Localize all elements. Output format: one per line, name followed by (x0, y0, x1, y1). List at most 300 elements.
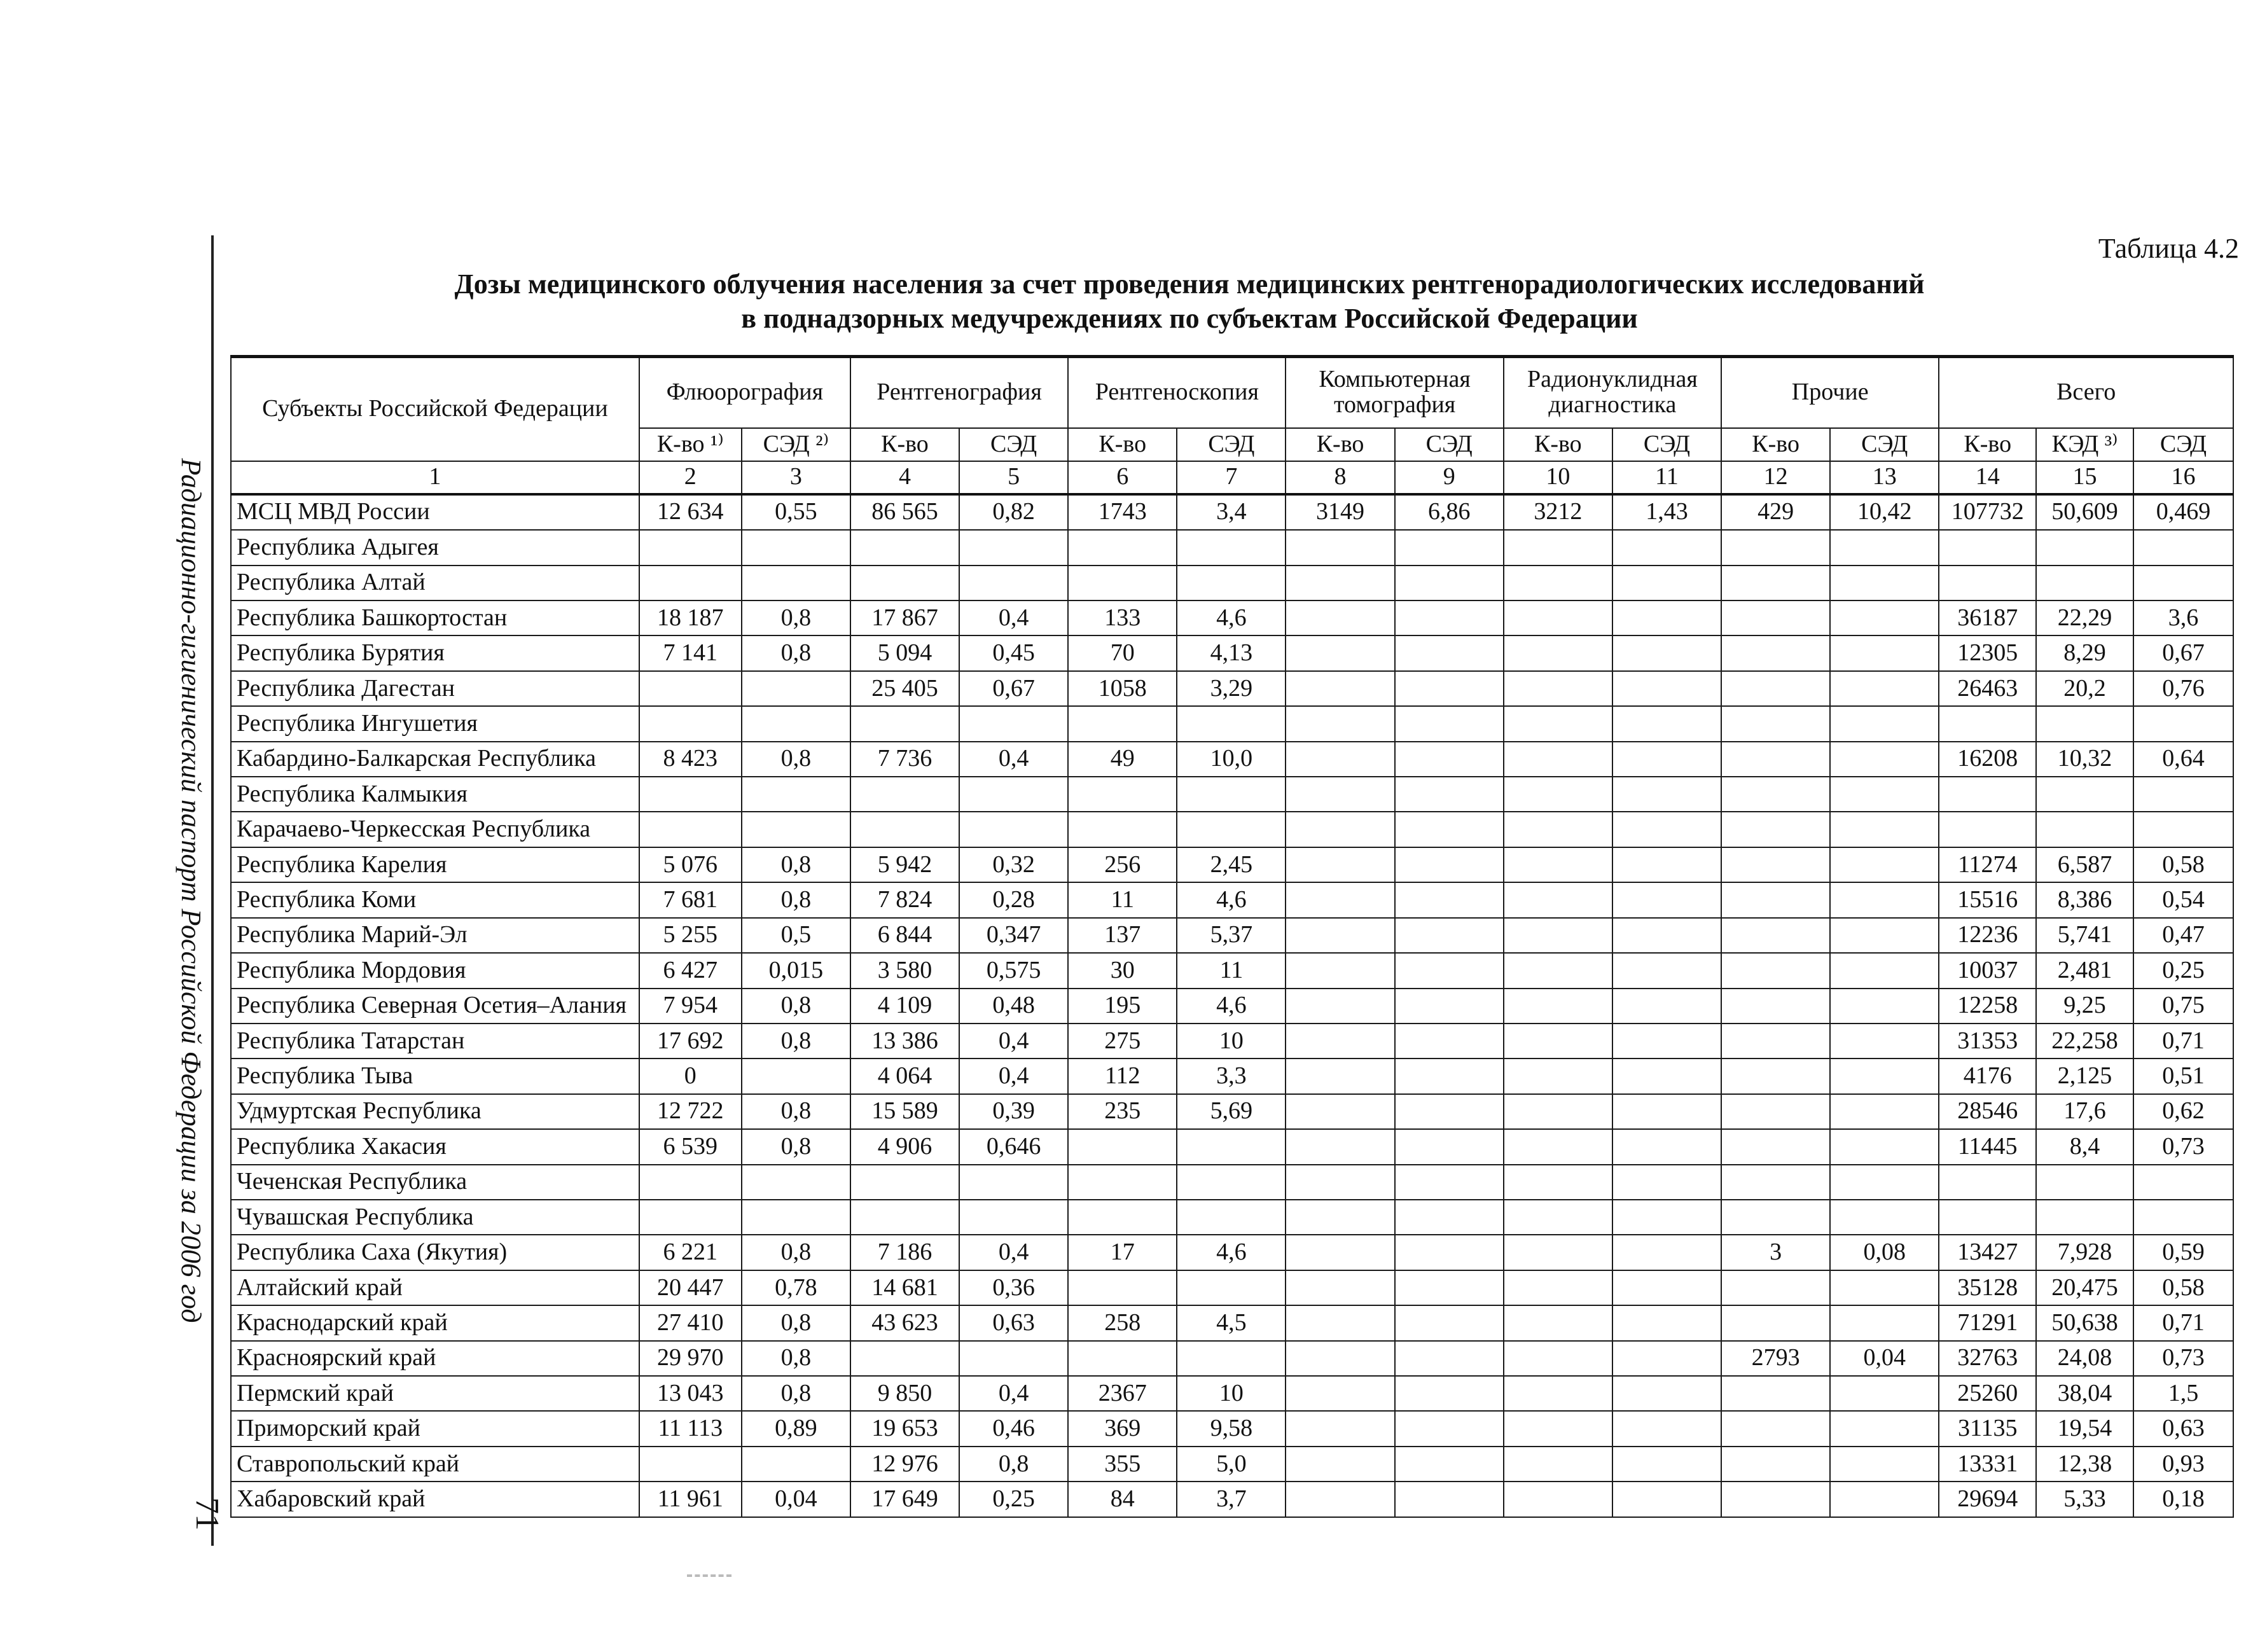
header-subcol: СЭД (1612, 428, 1721, 461)
column-number: 11 (1612, 461, 1721, 494)
table-cell: 10,0 (1177, 742, 1286, 777)
table-cell (742, 530, 850, 565)
table-cell: 133 (1068, 600, 1177, 635)
table-row (231, 566, 2233, 600)
table-cell (1395, 918, 1504, 953)
header-radiography: Рентгенография (850, 357, 1068, 428)
table-cell: 8,29 (2036, 635, 2133, 670)
region-name: Кабардино-Балкарская Республика (231, 742, 639, 777)
table-cell: 1058 (1068, 671, 1177, 706)
table-cell (1504, 1165, 1612, 1200)
table-cell (1504, 847, 1612, 882)
table-cell (1504, 1129, 1612, 1164)
table-cell: 25 405 (850, 671, 959, 706)
table-cell (959, 1165, 1068, 1200)
table-cell: 10 (1177, 1376, 1286, 1411)
table-cell (1286, 777, 1394, 812)
table-cell: 2,45 (1177, 847, 1286, 882)
table-cell (959, 777, 1068, 812)
table-cell (1395, 1094, 1504, 1129)
column-number: 10 (1504, 461, 1612, 494)
table-cell: 0,47 (2133, 918, 2233, 953)
table-cell (639, 1447, 742, 1482)
table-cell (1939, 1200, 2036, 1235)
table-cell: 0,39 (959, 1094, 1068, 1129)
table-cell (1286, 1482, 1394, 1517)
table-cell (1504, 1376, 1612, 1411)
table-cell: 12 722 (639, 1094, 742, 1129)
table-cell: 84 (1068, 1482, 1177, 1517)
table-cell (1612, 1059, 1721, 1093)
table-cell (1504, 671, 1612, 706)
table-cell (1395, 1235, 1504, 1270)
table-cell (1177, 1129, 1286, 1164)
table-cell (1612, 847, 1721, 882)
table-cell: 35128 (1939, 1270, 2036, 1305)
table-cell (1504, 1411, 1612, 1446)
table-cell (1612, 953, 1721, 988)
table-cell (639, 566, 742, 600)
table-cell (2133, 812, 2233, 847)
table-cell (1830, 600, 1939, 635)
table-cell: 0,58 (2133, 847, 2233, 882)
table-cell: 429 (1721, 494, 1830, 531)
table-cell: 22,258 (2036, 1024, 2133, 1059)
region-name: Республика Адыгея (231, 530, 639, 565)
header-subcol: КЭД ³⁾ (2036, 428, 2133, 461)
table-cell: 275 (1068, 1024, 1177, 1059)
table-cell: 31353 (1939, 1024, 2036, 1059)
table-cell: 0,8 (742, 847, 850, 882)
table-cell: 0,78 (742, 1270, 850, 1305)
table-row (231, 847, 2233, 882)
table-cell: 14 681 (850, 1270, 959, 1305)
table-cell: 20 447 (639, 1270, 742, 1305)
column-number: 16 (2133, 461, 2233, 494)
region-name: Республика Татарстан (231, 1024, 639, 1059)
header-radionuclide: Радионуклидная диагностика (1504, 357, 1721, 428)
table-cell: 0,63 (959, 1305, 1068, 1340)
table-cell (1612, 1447, 1721, 1482)
table-cell (2133, 566, 2233, 600)
table-cell (1721, 989, 1830, 1024)
table-cell (1286, 1129, 1394, 1164)
table-cell (1830, 1059, 1939, 1093)
table-row (231, 918, 2233, 953)
table-cell: 15 589 (850, 1094, 959, 1129)
table-cell: 19,54 (2036, 1411, 2133, 1446)
table-cell (1177, 706, 1286, 741)
table-cell: 0,575 (959, 953, 1068, 988)
table-cell: 0,8 (742, 600, 850, 635)
table-cell: 0,04 (742, 1482, 850, 1517)
table-cell: 0,51 (2133, 1059, 2233, 1093)
table-cell (2133, 1165, 2233, 1200)
table-cell: 0,55 (742, 494, 850, 531)
table-cell: 0,71 (2133, 1024, 2233, 1059)
table-title (356, 267, 2023, 336)
table-cell: 15516 (1939, 882, 2036, 917)
table-cell: 29694 (1939, 1482, 2036, 1517)
column-number: 8 (1286, 461, 1394, 494)
table-cell: 0,73 (2133, 1129, 2233, 1164)
header-other: Прочие (1721, 357, 1939, 428)
table-cell (1395, 706, 1504, 741)
table-cell: 4,5 (1177, 1305, 1286, 1340)
table-cell (1395, 1270, 1504, 1305)
table-cell: 0 (639, 1059, 742, 1093)
table-cell (1612, 1376, 1721, 1411)
table-cell (1721, 918, 1830, 953)
table-cell: 10 (1177, 1024, 1286, 1059)
table-cell (1395, 1165, 1504, 1200)
table-cell (1504, 882, 1612, 917)
table-cell (639, 671, 742, 706)
table-cell: 70 (1068, 635, 1177, 670)
table-cell (639, 777, 742, 812)
table-cell (1395, 1305, 1504, 1340)
table-cell: 1743 (1068, 494, 1177, 531)
table-cell: 7 736 (850, 742, 959, 777)
table-cell: 50,638 (2036, 1305, 2133, 1340)
table-cell (1830, 1305, 1939, 1340)
table-cell (1068, 1200, 1177, 1235)
table-cell (1721, 1129, 1830, 1164)
table-cell (1177, 1270, 1286, 1305)
table-cell: 0,8 (742, 635, 850, 670)
column-number: 4 (850, 461, 959, 494)
table-cell: 0,62 (2133, 1094, 2233, 1129)
table-cell (2036, 812, 2133, 847)
table-cell (742, 566, 850, 600)
table-cell: 10037 (1939, 953, 2036, 988)
table-cell: 13 043 (639, 1376, 742, 1411)
table-cell (1612, 706, 1721, 741)
region-name: Республика Северная Осетия–Алания (231, 989, 639, 1024)
table-cell: 0,8 (742, 1235, 850, 1270)
table-cell: 11274 (1939, 847, 2036, 882)
table-cell: 20,475 (2036, 1270, 2133, 1305)
table-cell: 4176 (1939, 1059, 2036, 1093)
table-cell: 5 094 (850, 635, 959, 670)
table-cell (639, 1200, 742, 1235)
table-cell (1395, 1411, 1504, 1446)
table-cell: 6,587 (2036, 847, 2133, 882)
table-cell: 3,6 (2133, 600, 2233, 635)
table-cell (1721, 1270, 1830, 1305)
table-cell: 0,4 (959, 742, 1068, 777)
table-row (231, 1235, 2233, 1270)
table-cell: 3,3 (1177, 1059, 1286, 1093)
region-name: Ставропольский край (231, 1447, 639, 1482)
table-row (231, 494, 2233, 531)
table-cell (1612, 1235, 1721, 1270)
header-subcol: К-во (850, 428, 959, 461)
table-cell (1286, 1305, 1394, 1340)
table-cell: 13427 (1939, 1235, 2036, 1270)
table-cell: 5,69 (1177, 1094, 1286, 1129)
table-cell: 4 064 (850, 1059, 959, 1093)
region-name: Чувашская Республика (231, 1200, 639, 1235)
table-cell (1286, 1200, 1394, 1235)
table-cell (1939, 812, 2036, 847)
table-cell (1395, 847, 1504, 882)
table-cell: 0,28 (959, 882, 1068, 917)
table-cell (1721, 1059, 1830, 1093)
table-cell: 0,59 (2133, 1235, 2233, 1270)
table-cell (1395, 1447, 1504, 1482)
table-cell (1830, 777, 1939, 812)
table-cell (1612, 1200, 1721, 1235)
table-body (231, 494, 2233, 1518)
table-cell: 137 (1068, 918, 1177, 953)
table-cell (1286, 566, 1394, 600)
table-cell: 5,33 (2036, 1482, 2133, 1517)
header-subcol: СЭД (2133, 428, 2233, 461)
table-cell: 0,82 (959, 494, 1068, 531)
table-cell: 5 942 (850, 847, 959, 882)
column-number: 13 (1830, 461, 1939, 494)
table-cell (1068, 1165, 1177, 1200)
table-cell (1612, 1411, 1721, 1446)
table-cell (1504, 1200, 1612, 1235)
table-cell (850, 777, 959, 812)
table-cell (1177, 812, 1286, 847)
table-cell: 4 109 (850, 989, 959, 1024)
table-cell (1286, 847, 1394, 882)
table-label: Таблица 4.2 (2098, 233, 2239, 264)
table-cell (2133, 706, 2233, 741)
table-cell (1177, 1200, 1286, 1235)
table-cell (1721, 706, 1830, 741)
table-cell (1939, 1165, 2036, 1200)
table-cell: 17 867 (850, 600, 959, 635)
table-cell: 7 186 (850, 1235, 959, 1270)
table-cell (1721, 566, 1830, 600)
column-number: 15 (2036, 461, 2133, 494)
table-cell (1612, 671, 1721, 706)
table-cell: 0,4 (959, 1376, 1068, 1411)
table-cell: 8,4 (2036, 1129, 2133, 1164)
header-subcol: К-во ¹⁾ (639, 428, 742, 461)
table-cell (2133, 777, 2233, 812)
region-name: Республика Тыва (231, 1059, 639, 1093)
region-name: Хабаровский край (231, 1482, 639, 1517)
table-cell: 2367 (1068, 1376, 1177, 1411)
table-cell: 0,73 (2133, 1341, 2233, 1376)
table-cell: 38,04 (2036, 1376, 2133, 1411)
table-cell: 195 (1068, 989, 1177, 1024)
table-cell (1830, 812, 1939, 847)
table-cell (1721, 530, 1830, 565)
table-cell: 0,58 (2133, 1270, 2233, 1305)
table-cell (1721, 1024, 1830, 1059)
table-cell: 6,86 (1395, 494, 1504, 531)
table-cell (1830, 882, 1939, 917)
table-cell (1395, 530, 1504, 565)
table-cell: 0,8 (742, 989, 850, 1024)
table-cell (2133, 1200, 2233, 1235)
title-line-2: в поднадзорных медучреждениях по субъектам Российской Федерации (741, 303, 1638, 334)
table-cell (1177, 777, 1286, 812)
table-cell (1395, 742, 1504, 777)
table-cell: 3 (1721, 1235, 1830, 1270)
table-cell (1286, 918, 1394, 953)
table-cell (1830, 1270, 1939, 1305)
table-cell (850, 812, 959, 847)
table-cell: 0,8 (742, 1305, 850, 1340)
table-cell (1286, 530, 1394, 565)
table-cell (1068, 1129, 1177, 1164)
table-cell (1830, 566, 1939, 600)
table-cell (1395, 1059, 1504, 1093)
table-cell: 0,8 (959, 1447, 1068, 1482)
table-cell: 4,6 (1177, 882, 1286, 917)
table-cell: 12305 (1939, 635, 2036, 670)
table-cell: 0,36 (959, 1270, 1068, 1305)
table-cell (959, 566, 1068, 600)
table-cell (1395, 1341, 1504, 1376)
table-cell (1068, 812, 1177, 847)
table-cell (1395, 1200, 1504, 1235)
table-row (231, 742, 2233, 777)
header-subcol: К-во (1068, 428, 1177, 461)
table-cell: 10,32 (2036, 742, 2133, 777)
table-row (231, 1129, 2233, 1164)
table-cell: 0,46 (959, 1411, 1068, 1446)
region-name: Республика Хакасия (231, 1129, 639, 1164)
table-cell (1286, 1235, 1394, 1270)
table-cell (1721, 1305, 1830, 1340)
dose-table (230, 355, 2234, 1518)
table-cell (1286, 742, 1394, 777)
table-cell (1939, 566, 2036, 600)
table-cell: 26463 (1939, 671, 2036, 706)
table-cell: 4,6 (1177, 600, 1286, 635)
table-cell: 7 141 (639, 635, 742, 670)
table-row (231, 1482, 2233, 1517)
table-cell (1830, 918, 1939, 953)
table-cell (1830, 847, 1939, 882)
table-cell (1721, 742, 1830, 777)
header-subcol: СЭД ²⁾ (742, 428, 850, 461)
table-cell (1286, 1270, 1394, 1305)
table-row (231, 882, 2233, 917)
table-cell (1395, 1376, 1504, 1411)
table-cell (1504, 1094, 1612, 1129)
table-cell: 8 423 (639, 742, 742, 777)
region-name: Красноярский край (231, 1341, 639, 1376)
table-cell: 17 (1068, 1235, 1177, 1270)
column-number: 5 (959, 461, 1068, 494)
table-cell (1612, 989, 1721, 1024)
header-subcol: СЭД (1177, 428, 1286, 461)
table-cell (1612, 882, 1721, 917)
table-cell (1612, 600, 1721, 635)
table-cell: 20,2 (2036, 671, 2133, 706)
table-cell: 5,741 (2036, 918, 2133, 953)
table-cell (1504, 812, 1612, 847)
table-row (231, 1165, 2233, 1200)
table-cell (1286, 1165, 1394, 1200)
table-cell: 107732 (1939, 494, 2036, 531)
table-row (231, 1411, 2233, 1446)
table-cell: 0,8 (742, 1024, 850, 1059)
table-cell (639, 812, 742, 847)
table-cell (1830, 953, 1939, 988)
region-name: Республика Дагестан (231, 671, 639, 706)
table-row (231, 1447, 2233, 1482)
region-name: Республика Карелия (231, 847, 639, 882)
header-fluoroscopy: Рентгеноскопия (1068, 357, 1286, 428)
table-cell (1721, 1447, 1830, 1482)
table-cell: 0,67 (959, 671, 1068, 706)
column-number: 1 (231, 461, 639, 494)
region-name: Карачаево-Черкесская Республика (231, 812, 639, 847)
table-row (231, 989, 2233, 1024)
table-cell: 5 255 (639, 918, 742, 953)
table-cell (1504, 1341, 1612, 1376)
table-row (231, 1024, 2233, 1059)
table-row (231, 812, 2233, 847)
table-cell (850, 1200, 959, 1235)
table-cell: 0,8 (742, 742, 850, 777)
table-cell (1286, 1024, 1394, 1059)
region-name: Приморский край (231, 1411, 639, 1446)
table-row (231, 1305, 2233, 1340)
table-cell: 9 850 (850, 1376, 959, 1411)
table-cell (1612, 742, 1721, 777)
table-cell (1612, 1024, 1721, 1059)
table-cell (1395, 882, 1504, 917)
table-cell (1830, 1482, 1939, 1517)
table-cell (1830, 706, 1939, 741)
table-cell (1612, 777, 1721, 812)
header-subcol: СЭД (1395, 428, 1504, 461)
table-cell (1395, 671, 1504, 706)
header-ct: Компьютерная томография (1286, 357, 1503, 428)
table-cell (1830, 530, 1939, 565)
table-row (231, 635, 2233, 670)
table-cell: 0,4 (959, 1235, 1068, 1270)
table-cell: 4,6 (1177, 1235, 1286, 1270)
table-cell (1612, 812, 1721, 847)
title-line-1: Дозы медицинского облучения населения за счет проведения медицинских рентгенорадиологических исследований (454, 268, 1925, 300)
table-cell: 25260 (1939, 1376, 2036, 1411)
header-subcol: К-во (1721, 428, 1830, 461)
table-cell: 43 623 (850, 1305, 959, 1340)
table-cell (1395, 566, 1504, 600)
table-cell (1721, 1411, 1830, 1446)
table-cell: 31135 (1939, 1411, 2036, 1446)
table-cell: 0,04 (1830, 1341, 1939, 1376)
region-name: Республика Алтай (231, 566, 639, 600)
table-cell (1395, 812, 1504, 847)
table-cell: 50,609 (2036, 494, 2133, 531)
table-cell (1830, 989, 1939, 1024)
table-cell (1177, 530, 1286, 565)
table-cell (1612, 1341, 1721, 1376)
table-cell (1395, 635, 1504, 670)
table-cell: 4,13 (1177, 635, 1286, 670)
table-cell (1068, 706, 1177, 741)
table-cell (1286, 812, 1394, 847)
table-cell: 30 (1068, 953, 1177, 988)
table-cell: 8,386 (2036, 882, 2133, 917)
table-cell: 0,015 (742, 953, 850, 988)
table-cell (1504, 1235, 1612, 1270)
table-cell: 0,64 (2133, 742, 2233, 777)
